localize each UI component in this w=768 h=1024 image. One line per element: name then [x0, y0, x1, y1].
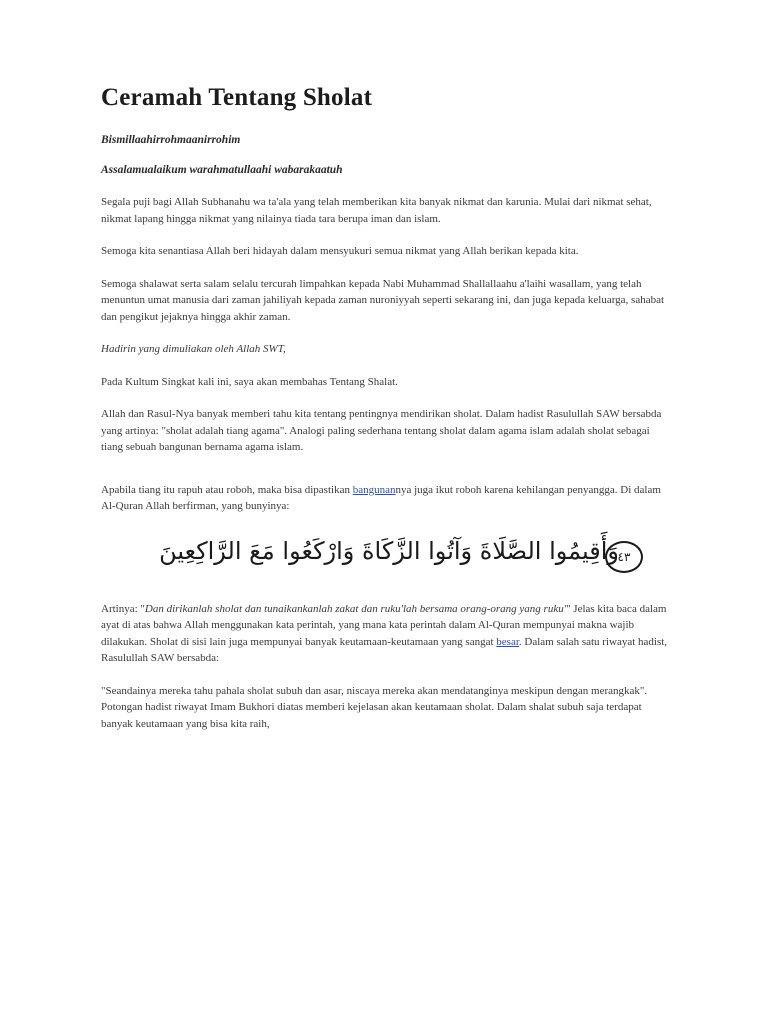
- paragraph-8: [101, 601, 671, 667]
- document-title: Ceramah Tentang Sholat: [101, 84, 373, 111]
- paragraph-6: Allah dan Rasul-Nya banyak memberi tahu kita tentang pentingnya mendirikan sholat. Dalam hadist Rasulullah SAW bersabda yang artinya: "sholat adalah tiang agama". Analogi paling sederhana tentang sholat dalam agama islam adalah sholat sebagai tiang sebuah bangunan bernama agama islam.: [101, 408, 662, 453]
- document-body: [101, 84, 671, 748]
- paragraph-5: Pada Kultum Singkat kali ini, saya akan membahas Tentang Shalat.: [101, 375, 398, 388]
- paragraph-3: Semoga shalawat serta salam selalu tercurah limpahkan kepada Nabi Muhammad Shallallaahu a'laihi wasallam, yang telah menuntun umat manusia dari zaman jahiliyah kepada zaman nuroniyyah seperti sekarang ini, dan juga kepada keluarga, sahabat dan pengikut jejaknya hingga akhir zaman.: [101, 277, 665, 323]
- arabic-verse-text: وَأَقِيمُوا الصَّلَاةَ وَآتُوا الزَّكَاةَ وَارْكَعُوا مَعَ الرَّاكِعِينَ: [159, 536, 619, 565]
- paragraph-8-text-a: " Jelas kita baca dalam ayat di atas bahwa Allah menggunakan kata perintah, yang mana kata perintah dalam Al-Quran mempunyai makna wajib dilakukan. Sholat di sisi lain juga mempunyai banyak keutamaan-keutamaan yang sangat: [101, 602, 667, 648]
- paragraph-7-text-a: Apabila tiang itu rapuh atau roboh, maka bisa dipastikan: [101, 483, 353, 496]
- greeting-bismillah: Bismillaahirrohmaanirrohim: [101, 134, 241, 146]
- bangunan-link[interactable]: bangunan: [352, 483, 396, 496]
- paragraph-4: Hadirin yang dimuliakan oleh Allah SWT,: [101, 343, 286, 355]
- paragraph-7-text-b: nya juga ikut roboh karena kehilangan penyangga. Di dalam Al-Quran Allah berfirman, yang bunyinya:: [101, 483, 661, 512]
- paragraph-8-text-b: . Dalam salah satu riwayat hadist, Rasulullah SAW bersabda:: [101, 635, 668, 664]
- verse-translation: Dan dirikanlah sholat dan tunaikankanlah zakat dan ruku'lah bersama orang-orang yang ruku': [144, 602, 567, 615]
- besar-link[interactable]: besar: [496, 635, 519, 648]
- paragraph-9: "Seandainya mereka tahu pahala sholat subuh dan asar, niscaya mereka akan mendatanginya meskipun dengan merangkak". Potongan hadist riwayat Imam Bukhori diatas memberi kejelasan akan keutamaan sholat. Dalam shalat subuh saja terdapat banyak keutamaan yang bisa kita raih,: [101, 684, 648, 730]
- paragraph-1: Segala puji bagi Allah Subhanahu wa ta'ala yang telah memberikan kita banyak nikmat dan karunia. Mulai dari nikmat sehat, nikmat lapang hingga nikmat yang nilainya tiada tara berupa iman dan islam.: [101, 196, 652, 225]
- quran-verse: [101, 531, 671, 591]
- greeting-salam: Assalamualaikum warahmatullaahi wabarakaatuh: [101, 164, 343, 176]
- paragraph-8-label: Artinya: ": [101, 602, 145, 615]
- paragraph-7: [101, 482, 671, 515]
- verse-number-marker: ٤٣: [605, 541, 643, 573]
- paragraph-2: Semoga kita senantiasa Allah beri hidayah dalam mensyukuri semua nikmat yang Allah berikan kepada kita.: [101, 245, 579, 257]
